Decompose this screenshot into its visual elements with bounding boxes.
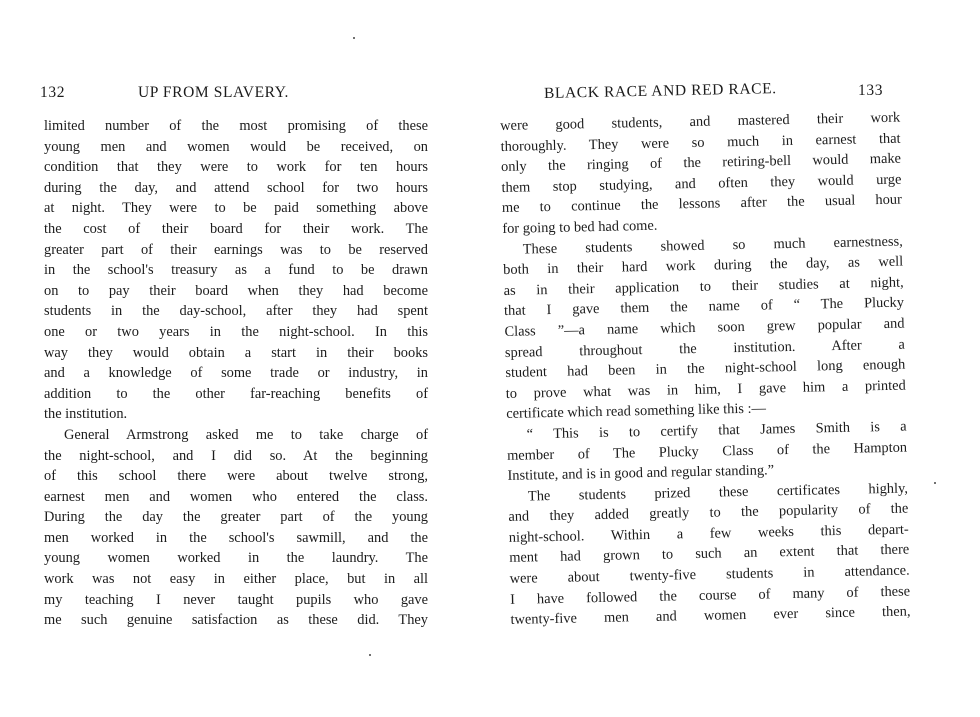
text-line: to prove what was in him, I gave him a printed bbox=[505, 377, 906, 402]
text-line: earnest men and women who entered the class. bbox=[44, 488, 428, 505]
scan-speck bbox=[934, 482, 936, 484]
text-line: night-school. Within a few weeks this depart- bbox=[508, 521, 909, 546]
text-line: for going to bed had come. bbox=[502, 217, 658, 237]
text-line: that I gave them the name of “ The Plucky bbox=[503, 294, 905, 320]
text-line: work was not easy in either place, but in all bbox=[44, 571, 428, 588]
text-line: them stop studying, and often they would urge bbox=[501, 171, 902, 196]
text-line: condition that they were to work for ten hours bbox=[44, 159, 428, 176]
text-line: I have followed the course of many of these bbox=[509, 583, 911, 608]
text-line: only the ringing of the retiring-bell would make bbox=[500, 150, 902, 176]
text-line: at night. They were to be paid something above bbox=[44, 200, 428, 217]
running-title: UP FROM SLAVERY. bbox=[138, 84, 290, 101]
text-line: greater part of their earnings was to be reserved bbox=[44, 241, 428, 258]
text-line: member of The Plucky Class of the Hampton bbox=[506, 439, 908, 464]
text-line: Class ”—a name which soon grew popular and bbox=[504, 315, 905, 340]
text-line: addition to the other far-reaching benefits of bbox=[44, 385, 428, 402]
text-line: the night-school, and I did so. At the beginning bbox=[44, 447, 428, 464]
text-line: students in the day-school, after they had spent bbox=[44, 303, 428, 320]
body-text bbox=[44, 116, 428, 631]
text-line: limited number of the most promising of these bbox=[44, 118, 428, 134]
text-line: both in their hard work during the day, as well bbox=[503, 253, 904, 279]
running-title: BLACK RACE AND RED RACE. bbox=[543, 80, 777, 102]
text-line: ment had grown to such an extent that there bbox=[509, 541, 910, 567]
text-line: spread throughout the institution. After a bbox=[504, 336, 906, 361]
text-line: The students prized these certificates highly, bbox=[527, 480, 909, 505]
text-line: the institution. bbox=[44, 406, 128, 423]
text-line: way they would obtain a start in their books bbox=[44, 344, 428, 361]
text-line: and they added greatly to the popularity of the bbox=[508, 500, 909, 526]
text-line: in the school's treasury as a fund to be drawn bbox=[44, 262, 428, 279]
text-line: thoroughly. They were so much in earnest that bbox=[500, 130, 901, 155]
text-line: me such genuine satisfaction as these did. They bbox=[44, 612, 428, 629]
text-line: young women worked in the laundry. The bbox=[44, 550, 428, 567]
text-line: of this school there were about twelve strong, bbox=[44, 468, 428, 485]
text-line: were good students, and mastered their work bbox=[500, 109, 901, 134]
text-line: the cost of their board for their work. The bbox=[44, 220, 428, 237]
text-line: “ This is to certify that James Smith is a bbox=[526, 418, 907, 443]
text-line: These students showed so much earnestness, bbox=[522, 233, 903, 258]
text-line: certificate which read something like this :— bbox=[506, 400, 767, 423]
body-text bbox=[500, 108, 911, 631]
text-line: young men and women would be received, on bbox=[44, 138, 428, 155]
text-line: me to continue the lessons after the usual hour bbox=[501, 191, 903, 217]
scan-speck bbox=[353, 37, 355, 39]
page-number: 132 bbox=[40, 84, 66, 101]
text-line: were about twenty-five students in attendance. bbox=[509, 562, 910, 587]
scan-speck bbox=[369, 654, 371, 656]
text-line: my teaching I never taught pupils who gave bbox=[44, 591, 428, 608]
text-line: General Armstrong asked me to take charge of bbox=[64, 426, 428, 443]
text-line: During the day the greater part of the young bbox=[44, 509, 428, 526]
text-line: Institute, and is in good and regular standing.” bbox=[507, 462, 775, 485]
text-line: as in their application to their studies at night, bbox=[503, 274, 904, 299]
text-line: student had been in the night-school long enough bbox=[505, 356, 906, 382]
text-line: twenty-five men and women ever since then, bbox=[510, 603, 911, 629]
text-line: on to pay their board when they had become bbox=[44, 282, 428, 299]
text-line: men worked in the school's sawmill, and the bbox=[44, 529, 428, 546]
text-line: and a knowledge of some trade or industry, in bbox=[44, 365, 428, 382]
page-number: 133 bbox=[858, 82, 884, 99]
text-line: during the day, and attend school for two hours bbox=[44, 179, 428, 196]
text-line: one or two years in the night-school. In this bbox=[44, 323, 428, 340]
